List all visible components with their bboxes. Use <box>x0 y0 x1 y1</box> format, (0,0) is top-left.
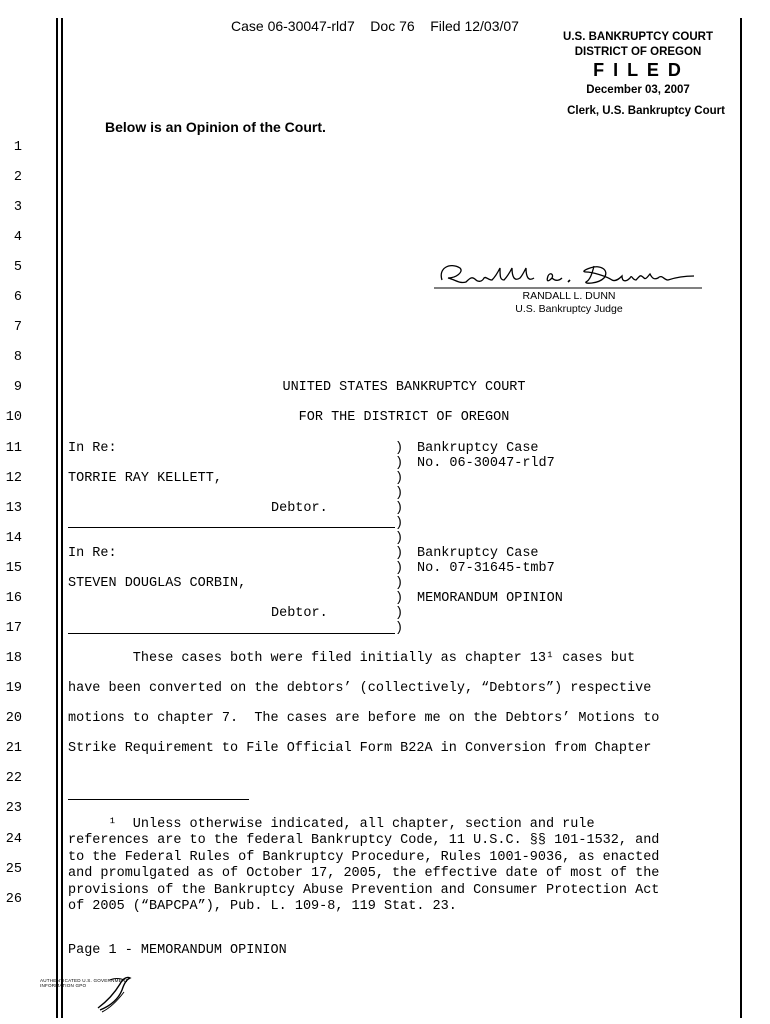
caption-paren: ) <box>395 441 404 456</box>
body-line: Strike Requirement to File Official Form B22A in Conversion from Chapter <box>68 741 652 756</box>
line-number: 11 <box>5 441 22 456</box>
court-heading-line1: UNITED STATES BANKRUPTCY COURT <box>282 380 526 395</box>
footnote-line: ¹ Unless otherwise indicated, all chapter, section and rule <box>68 817 595 832</box>
line-number: 10 <box>5 410 22 425</box>
line-number: 23 <box>5 801 22 816</box>
line-number: 21 <box>5 741 22 756</box>
line-number: 3 <box>13 200 22 215</box>
caption-paren: ) <box>395 621 404 636</box>
left-margin-rule-outer <box>56 18 58 1018</box>
case1-caption-rule <box>68 527 395 528</box>
page-footer: Page 1 - MEMORANDUM OPINION <box>68 943 287 958</box>
line-number: 1 <box>13 140 22 155</box>
court-filed-stamp <box>540 30 736 123</box>
line-number: 19 <box>5 681 22 696</box>
case2-party: STEVEN DOUGLAS CORBIN, <box>68 576 247 591</box>
caption-paren: ) <box>395 606 404 621</box>
line-number: 26 <box>5 892 22 907</box>
caption-paren: ) <box>395 591 404 606</box>
case2-case-label: Bankruptcy Case <box>417 546 539 561</box>
caption-paren: ) <box>395 531 404 546</box>
footnote-line: references are to the federal Bankruptcy Code, 11 U.S.C. §§ 101-1532, and <box>68 833 660 849</box>
body-line: These cases both were filed initially as chapter 13¹ cases but <box>68 651 636 666</box>
line-number: 17 <box>5 621 22 636</box>
case2-document-title: MEMORANDUM OPINION <box>417 591 563 606</box>
line-number: 24 <box>5 832 22 847</box>
gpo-authentication-seal <box>40 972 135 1016</box>
gpo-seal-text: AUTHENTICATED U.S. GOVERNMENT INFORMATION GPO <box>40 978 129 989</box>
footnote-line: and promulgated as of October 17, 2005, the effective date of most of the <box>68 866 660 882</box>
line-number: 4 <box>13 230 22 245</box>
court-heading-line2: FOR THE DISTRICT OF OREGON <box>298 410 510 425</box>
footnote-line: provisions of the Bankruptcy Abuse Prevention and Consumer Protection Act <box>68 882 660 898</box>
right-margin-rule <box>740 18 742 1018</box>
left-margin-rule-inner <box>61 18 63 1018</box>
footnote-separator <box>68 799 249 800</box>
stamp-court: U.S. BANKRUPTCY COURT <box>563 31 713 43</box>
caption-paren: ) <box>395 501 404 516</box>
line-number: 6 <box>13 290 22 305</box>
case1-role: Debtor. <box>271 501 328 516</box>
case1-case-label: Bankruptcy Case <box>417 441 539 456</box>
caption-paren: ) <box>395 561 404 576</box>
case1-in-re: In Re: <box>68 441 117 456</box>
case1-party: TORRIE RAY KELLETT, <box>68 471 222 486</box>
line-number: 2 <box>13 170 22 185</box>
line-number: 25 <box>5 862 22 877</box>
judge-name: RANDALL L. DUNN <box>522 290 616 302</box>
line-number: 15 <box>5 561 22 576</box>
stamp-filed: F I L E D <box>593 60 683 80</box>
stamp-clerk: Clerk, U.S. Bankruptcy Court <box>567 105 725 117</box>
body-line: motions to chapter 7. The cases are before me on the Debtors’ Motions to <box>68 711 660 726</box>
case-header-line: Case 06-30047-rld7 Doc 76 Filed 12/03/07 <box>231 18 519 34</box>
body-line: have been converted on the debtors’ (collectively, “Debtors”) respective <box>68 681 652 696</box>
line-number: 14 <box>5 531 22 546</box>
opinion-note: Below is an Opinion of the Court. <box>105 119 326 135</box>
case2-case-number: No. 07-31645-tmb7 <box>417 561 555 576</box>
judge-signature <box>434 258 704 292</box>
line-number: 8 <box>13 350 22 365</box>
line-number: 13 <box>5 501 22 516</box>
caption-paren: ) <box>395 456 404 471</box>
line-number: 5 <box>13 260 22 275</box>
line-number: 20 <box>5 711 22 726</box>
case1-case-number: No. 06-30047-rld7 <box>417 456 555 471</box>
line-number: 16 <box>5 591 22 606</box>
caption-paren: ) <box>395 486 404 501</box>
case2-in-re: In Re: <box>68 546 117 561</box>
judge-title: U.S. Bankruptcy Judge <box>515 303 623 315</box>
caption-paren: ) <box>395 546 404 561</box>
footnote-line: of 2005 (“BAPCPA”), Pub. L. 109-8, 119 Stat. 23. <box>68 899 457 914</box>
stamp-district: DISTRICT OF OREGON <box>574 46 702 58</box>
line-number: 22 <box>5 771 22 786</box>
caption-paren: ) <box>395 516 404 531</box>
caption-paren: ) <box>395 576 404 591</box>
case2-caption-rule <box>68 633 395 634</box>
footnote-line: to the Federal Rules of Bankruptcy Procedure, Rules 1001-9036, as enacted <box>68 849 660 865</box>
case2-role: Debtor. <box>271 606 328 621</box>
stamp-date: December 03, 2007 <box>586 84 690 96</box>
caption-paren: ) <box>395 471 404 486</box>
line-number: 18 <box>5 651 22 666</box>
line-number: 9 <box>13 380 22 395</box>
line-number: 12 <box>5 471 22 486</box>
line-number: 7 <box>13 320 22 335</box>
